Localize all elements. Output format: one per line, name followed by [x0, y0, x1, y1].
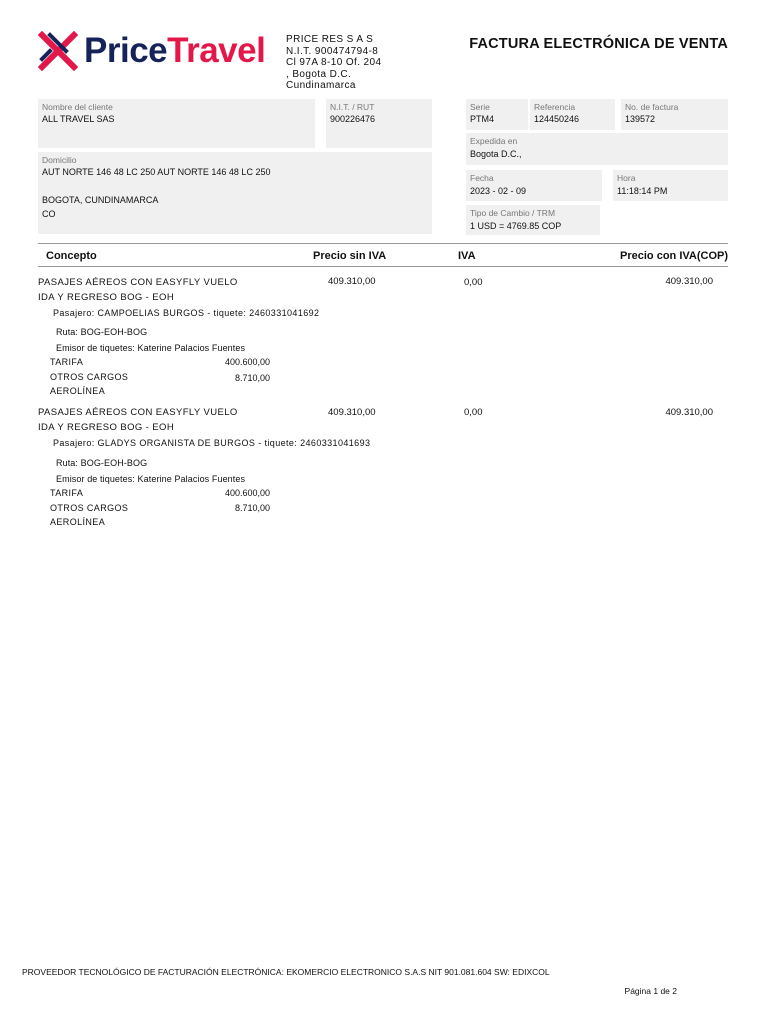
- client-address-label: Domicilio: [42, 155, 77, 165]
- item-price-no-tax: 409.310,00: [328, 407, 376, 418]
- invoice-issued-label: Expedida en: [470, 136, 518, 146]
- client-nit-box: [326, 99, 432, 148]
- item-title-line2: IDA Y REGRESO BOG - EOH: [38, 422, 175, 433]
- invoice-time-box: [613, 170, 728, 201]
- document-title: FACTURA ELECTRÓNICA DE VENTA: [469, 36, 728, 52]
- company-line: Cundinamarca: [286, 80, 356, 91]
- item-title-line2: IDA Y REGRESO BOG - EOH: [38, 292, 175, 303]
- item-tarifa-label: TARIFA: [50, 357, 84, 367]
- item-issuer: Emisor de tiquetes: Katerine Palacios Fuentes: [56, 474, 246, 484]
- company-line: Cl 97A 8-10 Of. 204: [286, 57, 382, 68]
- pricetravel-x-icon: [38, 31, 78, 71]
- client-name-box: [38, 99, 315, 148]
- client-address-line1: AUT NORTE 146 48 LC 250 AUT NORTE 146 48 LC 250: [42, 167, 271, 177]
- brand-wordmark: [84, 31, 265, 71]
- brand-name-price: Price: [84, 31, 168, 70]
- invoice-time: 11:18:14 PM: [617, 186, 668, 196]
- technology-provider-note: PROVEEDOR TECNOLÓGICO DE FACTURACIÓN ELECTRÓNICA: EKOMERCIO ELECTRONICO S.A.S NIT 901.081.604 SW: EDIXCOL: [22, 967, 550, 977]
- invoice-exchange-label: Tipo de Cambio / TRM: [470, 208, 556, 218]
- item-tarifa-label: TARIFA: [50, 488, 84, 498]
- page-number: Página 1 de 2: [624, 986, 677, 996]
- table-header-rule: [38, 266, 728, 267]
- invoice-number-label: No. de factura: [625, 102, 679, 112]
- invoice-exchange: 1 USD = 4769.85 COP: [470, 221, 562, 231]
- item-issuer: Emisor de tiquetes: Katerine Palacios Fuentes: [56, 343, 246, 353]
- item-title-line1: PASAJES AÉREOS CON EASYFLY VUELO: [38, 407, 238, 418]
- item-price-no-tax: 409.310,00: [328, 276, 376, 287]
- item-tarifa-value: 400.600,00: [224, 488, 270, 498]
- invoice-reference: 124450246: [534, 114, 580, 124]
- client-nit: 900226476: [330, 114, 376, 124]
- invoice-reference-box: [530, 99, 615, 130]
- item-tarifa-value: 400.600,00: [224, 357, 270, 367]
- invoice-time-label: Hora: [617, 173, 636, 183]
- invoice-date: 2023 - 02 - 09: [470, 186, 527, 196]
- invoice-issued: Bogota D.C.,: [470, 149, 522, 159]
- invoice-reference-label: Referencia: [534, 102, 576, 112]
- company-line: N.I.T. 900474794-8: [286, 45, 379, 57]
- item-otros-label-line2: AEROLÍNEA: [50, 386, 106, 396]
- header-price-no-tax: Precio sin IVA: [313, 250, 387, 262]
- header-tax: IVA: [458, 250, 476, 262]
- item-route: Ruta: BOG-EOH-BOG: [56, 327, 148, 337]
- client-address-box: [38, 152, 432, 234]
- item-title-line1: PASAJES AÉREOS CON EASYFLY VUELO: [38, 277, 238, 288]
- client-name-label: Nombre del cliente: [42, 102, 113, 112]
- item-otros-label-line2: AEROLÍNEA: [50, 517, 106, 527]
- invoice-issued-box: [466, 133, 728, 165]
- client-address-line3: CO: [42, 209, 56, 219]
- brand-name-travel: Travel: [167, 31, 266, 70]
- company-info: [286, 34, 381, 92]
- invoice-serie-box: [466, 99, 528, 130]
- item-passenger: Pasajero: CAMPOELIAS BURGOS - tiquete: 2460331041692: [53, 308, 320, 318]
- invoice-serie: PTM4: [470, 114, 495, 124]
- item-otros-value: 8.710,00: [234, 503, 270, 513]
- invoice-serie-label: Serie: [470, 102, 490, 112]
- item-passenger: Pasajero: GLADYS ORGANISTA DE BURGOS - tiquete: 2460331041693: [53, 438, 371, 448]
- pricetravel-logo: [38, 30, 265, 72]
- item-tax: 0,00: [464, 407, 483, 418]
- item-otros-label-line1: OTROS CARGOS: [50, 372, 129, 382]
- item-route: Ruta: BOG-EOH-BOG: [56, 458, 148, 468]
- invoice-number-box: [621, 99, 728, 130]
- client-name: ALL TRAVEL SAS: [42, 114, 115, 124]
- invoice-exchange-box: [466, 205, 600, 235]
- item-otros-value: 8.710,00: [234, 373, 270, 383]
- invoice-number: 139572: [625, 114, 656, 124]
- company-line: PRICE RES S A S: [286, 34, 374, 45]
- header-price-with-tax: Precio con IVA(COP): [620, 250, 728, 262]
- item-otros-label-line1: OTROS CARGOS: [50, 503, 129, 513]
- client-address-line2: BOGOTA, CUNDINAMARCA: [42, 195, 159, 205]
- item-price-with-tax: 409.310,00: [665, 407, 713, 418]
- table-top-rule: [38, 243, 728, 244]
- item-price-with-tax: 409.310,00: [665, 276, 713, 287]
- client-nit-label: N.I.T. / RUT: [330, 102, 375, 112]
- invoice-date-box: [466, 170, 602, 201]
- invoice-date-label: Fecha: [470, 173, 494, 183]
- company-line: , Bogota D.C.: [286, 68, 352, 80]
- header-concept: Concepto: [46, 250, 97, 262]
- item-tax: 0,00: [464, 277, 483, 288]
